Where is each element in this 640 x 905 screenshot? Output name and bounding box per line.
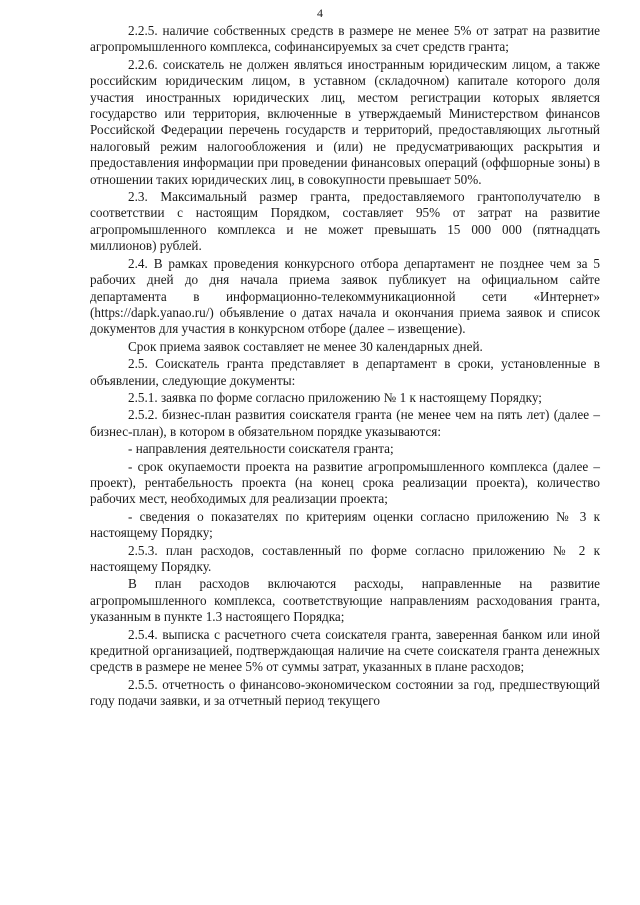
document-body (90, 23, 600, 710)
paragraph-application-term: Срок приема заявок составляет не менее 30 календарных дней. (128, 338, 483, 354)
paragraph-2-5-3: 2.5.3. план расходов, составленный по форме согласно приложению № 2 к настоящему Порядку. (90, 542, 600, 574)
paragraph-2-4: 2.4. В рамках проведения конкурсного отбора департамент не позднее чем за 5 рабочих дней до дня начала приема заявок публикует на официальном сайте департамента в информационно-телекоммуникационной сети «Интернет» (https://dapk.yanao.ru/) объявление о датах начала и окончания приема заявок и список документов для участия в конкурсном отборе (далее – извещение). (90, 255, 600, 337)
paragraph-2-2-5: 2.2.5. наличие собственных средств в размере не менее 5% от затрат на развитие агропромышленного комплекса, софинансируемых за счет средств гранта; (90, 23, 600, 55)
paragraph-expense-plan: В план расходов включаются расходы, направленные на развитие агропромышленного комплекса, соответствующие направлениям расходования гранта, указанным в пункте 1.3 настоящего Порядка; (90, 576, 600, 625)
list-item-criteria-indicators: - сведения о показателях по критериям оценки согласно приложению № 3 к настоящему Порядку; (90, 508, 600, 541)
list-item-activity-directions: - направления деятельности соискателя гранта; (128, 441, 394, 457)
paragraph-2-5-2: 2.5.2. бизнес-план развития соискателя гранта (не менее чем на пять лет) (далее – бизнес-план), в котором в обязательном порядке указываются: (90, 407, 600, 439)
paragraph-2-3: 2.3. Максимальный размер гранта, предоставляемого грантополучателю в соответствии с настоящим Порядком, составляет 95% от затрат на развитие агропромышленного комплекса и не может превышать 15 000 000 (пятнадцать миллионов) рублей. (90, 189, 600, 254)
paragraph-2-2-6: 2.2.6. соискатель не должен являться иностранным юридическим лицом, а также российским юридическим лицом, в уставном (складочном) капитале которого доля участия иностранных юридических лиц, местом регистрации которых является государство или территория, включенные в утверждаемый Министерством финансов Российской Федерации перечень государств и территорий, предоставляющих льготный налоговый режим налогообложения и (или) не предусматривающих раскрытия и предоставления информации при проведении финансовых операций (оффшорные зоны) в отношении таких юридических лиц, в совокупности превышает 50%. (90, 56, 600, 187)
paragraph-2-5: 2.5. Соискатель гранта представляет в департамент в сроки, установленные в объявлении, следующие документы: (90, 356, 600, 388)
page-number: 4 (317, 6, 323, 20)
paragraph-2-5-4: 2.5.4. выписка с расчетного счета соискателя гранта, заверенная банком или иной кредитной организацией, подтверждающая наличие на счете соискателя гранта денежных средств в размере не менее 5% от суммы затрат, указанных в плане расходов; (90, 626, 600, 675)
list-item-payback-period: - срок окупаемости проекта на развитие агропромышленного комплекса (далее – проект), рентабельность проекта (на конец срока реализации проекта), количество рабочих мест, необходимых для реализации проекта; (90, 458, 600, 507)
paragraph-2-5-5: 2.5.5. отчетность о финансово-экономическом состоянии за год, предшествующий году подачи заявки, и за отчетный период текущего (90, 676, 600, 709)
paragraph-2-5-1: 2.5.1. заявка по форме согласно приложению № 1 к настоящему Порядку; (128, 389, 542, 405)
